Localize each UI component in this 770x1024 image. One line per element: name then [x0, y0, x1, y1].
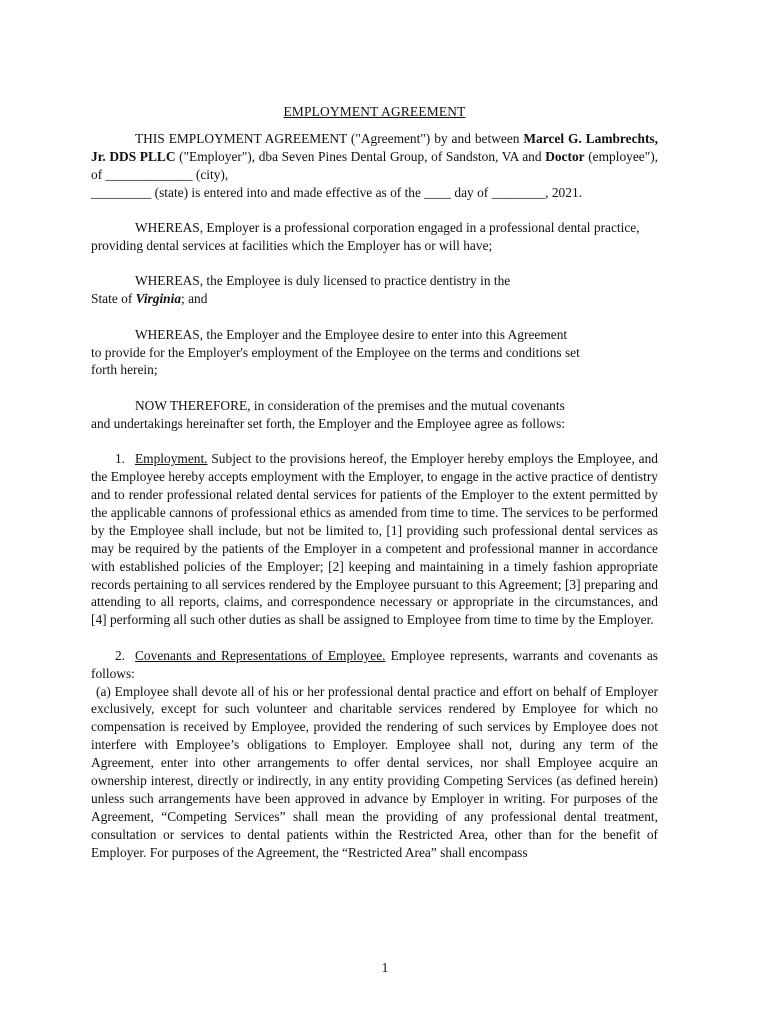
- intro-paragraph: [91, 130, 658, 202]
- intro-text-3: (employee"), of _____________ (city),: [91, 148, 659, 182]
- subsection-a-text: Employee shall devote all of his or her professional dental practice and effort on behalf of Employer exclusively, except for such volunteer and charitable services rendered by Employee for which no compensation is received by Employee, provided the rendering of such services by Employee does not interfere with Employee’s obligations to Employer. Employee shall not, during any term of the Agreement, enter into other arrangements to offer dental services, nor shall Employee acquire an ownership interest, directly or indirectly, in any entity providing Competing Services (as defined herein) unless such arrangements have been approved in advance by Employer in writing. For purposes of the Agreement, “Competing Services” shall mean the providing of any professional dental treatment, consultation or services to dental patients within the Restricted Area, other than for the benefit of Employer. For purposes of the Agreement, the “Restricted Area” shall encompass: [91, 683, 658, 860]
- whereas-2-post: ; and: [181, 291, 208, 307]
- section-2-heading: Covenants and Representations of Employee.: [135, 647, 386, 663]
- whereas-paragraph-3: [91, 326, 658, 380]
- whereas-paragraph-1: WHEREAS, Employer is a professional corporation engaged in a professional dental practice, providing dental services at facilities which the Employer has or will have;: [91, 220, 640, 253]
- intro-text-2: ("Employer"), dba Seven Pines Dental Group, of Sandston, VA and: [175, 148, 546, 164]
- whereas-3-line-1: WHEREAS, the Employer and the Employee desire to enter into this Agreement: [135, 326, 568, 342]
- section-2: [91, 647, 658, 683]
- whereas-2-line-1: WHEREAS, the Employee is duly licensed to practice dentistry in the: [135, 273, 511, 289]
- page-number: 1: [381, 960, 389, 975]
- employer-name: Marcel G. Lambrechts, Jr. DDS PLLC: [91, 130, 658, 164]
- whereas-2-pre: State of: [91, 291, 136, 307]
- section-1-body: Subject to the provisions hereof, the Employer hereby employs the Employee, and the Employee hereby accepts employment with the Employer, to engage in the active practice of dentistry and to render professional related dental services for patients of the Employer to the extent permitted by the applicable cannons of professional ethics as amended from time to time. The services to be performed by the Employee shall include, but not be limited to, [1] providing such professional dental services as may be required by the patients of the Employer in a competent and professional manner in accordance with established policies of the Employer; [2] keeping and maintaining in a timely fashion appropriate records pertaining to all services rendered by the Employee pursuant to this Agreement; [3] preparing and attending to all reports, claims, and correspondence necessary or appropriate in the circumstances, and [4] performing all such other duties as shall be assigned to Employee from time to time by the Employer.: [91, 451, 658, 628]
- section-2-subsection-a: [91, 683, 658, 862]
- doctor-label: Doctor: [545, 148, 585, 164]
- state-name: Virginia: [135, 291, 182, 307]
- document-title: EMPLOYMENT AGREEMENT: [283, 104, 466, 119]
- section-2-body: Employee represents, warrants and covenants as follows:: [91, 647, 659, 681]
- section-2-number: 2.: [114, 647, 125, 663]
- section-1-heading: Employment.: [135, 451, 208, 467]
- section-1: [91, 450, 658, 629]
- document-body: [91, 103, 658, 862]
- now-therefore-line-1: NOW THEREFORE, in consideration of the premises and the mutual covenants: [135, 397, 565, 413]
- intro-text-1: THIS EMPLOYMENT AGREEMENT ("Agreement") by and between: [135, 130, 524, 146]
- section-1-number: 1.: [114, 451, 125, 467]
- subsection-a-label: (a): [96, 683, 111, 699]
- intro-text-4: _________ (state) is entered into and made effective as of the ____ day of ________, 2021.: [91, 184, 582, 200]
- now-therefore-line-2: and undertakings hereinafter set forth, the Employer and the Employee agree as follows:: [91, 415, 566, 431]
- whereas-3-line-3: forth herein;: [91, 362, 158, 378]
- whereas-3-line-2: to provide for the Employer's employment of the Employee on the terms and conditions set: [91, 344, 580, 360]
- now-therefore-paragraph: [91, 397, 658, 433]
- whereas-paragraph-2: [91, 272, 658, 308]
